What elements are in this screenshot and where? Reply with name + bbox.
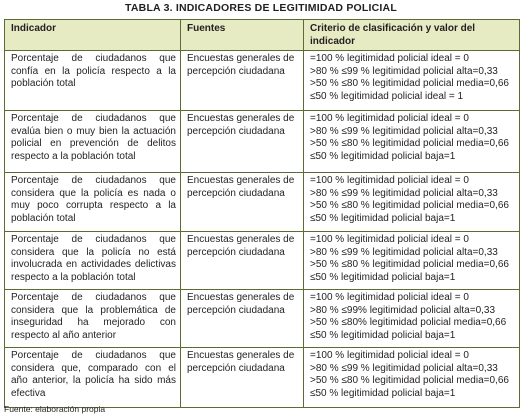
indicator-cell: Porcentaje de ciudadanos que considera que la policía no está involucrada en actividades delictivas respecto a la población total xyxy=(5,232,181,290)
table-row xyxy=(5,348,520,408)
criteria-line: >80 % ≤99 % legitimidad policial alta=0,33 xyxy=(310,125,498,137)
criteria-line: >50 % ≤80 % legitimidad policial media=0,66 xyxy=(310,259,509,270)
criteria-line: >80 % ≤99 % legitimidad policial alta=0,33 xyxy=(310,65,498,77)
indicator-cell: Porcentaje de ciudadanos que considera que la policía es nada o muy poco corrupta respecto a la población total xyxy=(5,173,181,232)
header-criteria: Criterio de clasificación y valor del indicador xyxy=(304,20,520,51)
criteria-line: =100 % legitimidad policial ideal = 0 xyxy=(310,113,469,124)
table-row xyxy=(5,173,520,232)
criteria-line: =100 % legitimidad policial ideal = 0 xyxy=(310,175,469,186)
criteria-cell xyxy=(304,348,520,408)
criteria-line: ≤50 % legitimidad policial baja=1 xyxy=(310,150,456,162)
table-row xyxy=(5,290,520,348)
table-row xyxy=(5,111,520,173)
criteria-cell xyxy=(304,111,520,173)
criteria-line: ≤50 % legitimidad policial baja=1 xyxy=(310,212,456,224)
criteria-cell xyxy=(304,232,520,290)
criteria-line: >80 % ≤99% legitimidad policial alta=0,33 xyxy=(310,304,496,316)
table-header-row xyxy=(5,20,520,51)
criteria-cell xyxy=(304,173,520,232)
criteria-line: >50 % ≤80 % legitimidad policial media=0,66 xyxy=(310,200,509,211)
criteria-line: =100 % legitimidad policial ideal = 0 xyxy=(310,234,469,245)
criteria-line: =100 % legitimidad policial ideal = 0 xyxy=(310,350,469,361)
criteria-line: >80 % ≤99 % legitimidad policial alta=0,33 xyxy=(310,246,498,258)
criteria-line: >80 % ≤99 % legitimidad policial alta=0,33 xyxy=(310,362,498,374)
indicator-cell: Porcentaje de ciudadanos que considera que, comparado con el año anterior, la policía ha sido más efectiva xyxy=(5,348,181,408)
source-note: Fuente: elaboración propia xyxy=(4,404,106,414)
criteria-cell xyxy=(304,51,520,111)
header-sources: Fuentes xyxy=(181,20,304,51)
header-indicator: Indicador xyxy=(5,20,181,51)
source-cell: Encuestas generales de percepción ciudadana xyxy=(181,348,304,408)
criteria-line: >50 % ≤80 % legitimidad policial media=0,66 xyxy=(310,375,509,386)
criteria-cell xyxy=(304,290,520,348)
criteria-line: >50 % ≤80% legitimidad policial media=0,66 xyxy=(310,317,507,328)
criteria-line: ≤50 % legitimidad policial baja=1 xyxy=(310,271,456,283)
criteria-line: >50 % ≤80 % legitimidad policial media=0,66 xyxy=(310,138,509,149)
source-cell: Encuestas generales de percepción ciudadana xyxy=(181,290,304,348)
source-cell: Encuestas generales de percepción ciudadana xyxy=(181,111,304,173)
indicator-cell: Porcentaje de ciudadanos que evalúa bien o muy bien la actuación policial en prevención de delitos respecto a la población total xyxy=(5,111,181,173)
criteria-line: ≤50 % legitimidad policial baja=1 xyxy=(310,329,456,341)
criteria-line: =100 % legitimidad policial ideal = 0 xyxy=(310,292,469,303)
criteria-line: =100 % legitimidad policial ideal = 0 xyxy=(310,53,469,64)
source-cell: Encuestas generales de percepción ciudadana xyxy=(181,232,304,290)
criteria-line: ≤50 % legitimidad policial baja=1 xyxy=(310,387,456,399)
indicator-cell: Porcentaje de ciudadanos que confía en la policía respecto a la población total xyxy=(5,51,181,111)
indicators-table xyxy=(4,19,520,408)
table-row xyxy=(5,51,520,111)
source-cell: Encuestas generales de percepción ciudadana xyxy=(181,51,304,111)
table-row xyxy=(5,232,520,290)
source-cell: Encuestas generales de percepción ciudadana xyxy=(181,173,304,232)
indicator-cell: Porcentaje de ciudadanos que considera que la problemática de inseguridad ha mejorado con respecto al año anterior xyxy=(5,290,181,348)
criteria-line: >80 % ≤99 % legitimidad policial alta=0,33 xyxy=(310,187,498,199)
criteria-line: ≤50 % legitimidad policial ideal = 1 xyxy=(310,90,464,102)
table-title: TABLA 3. INDICADORES DE LEGITIMIDAD POLICIAL xyxy=(125,2,397,14)
criteria-line: >50 % ≤80 % legitimidad policial media=0,66 xyxy=(310,78,509,89)
